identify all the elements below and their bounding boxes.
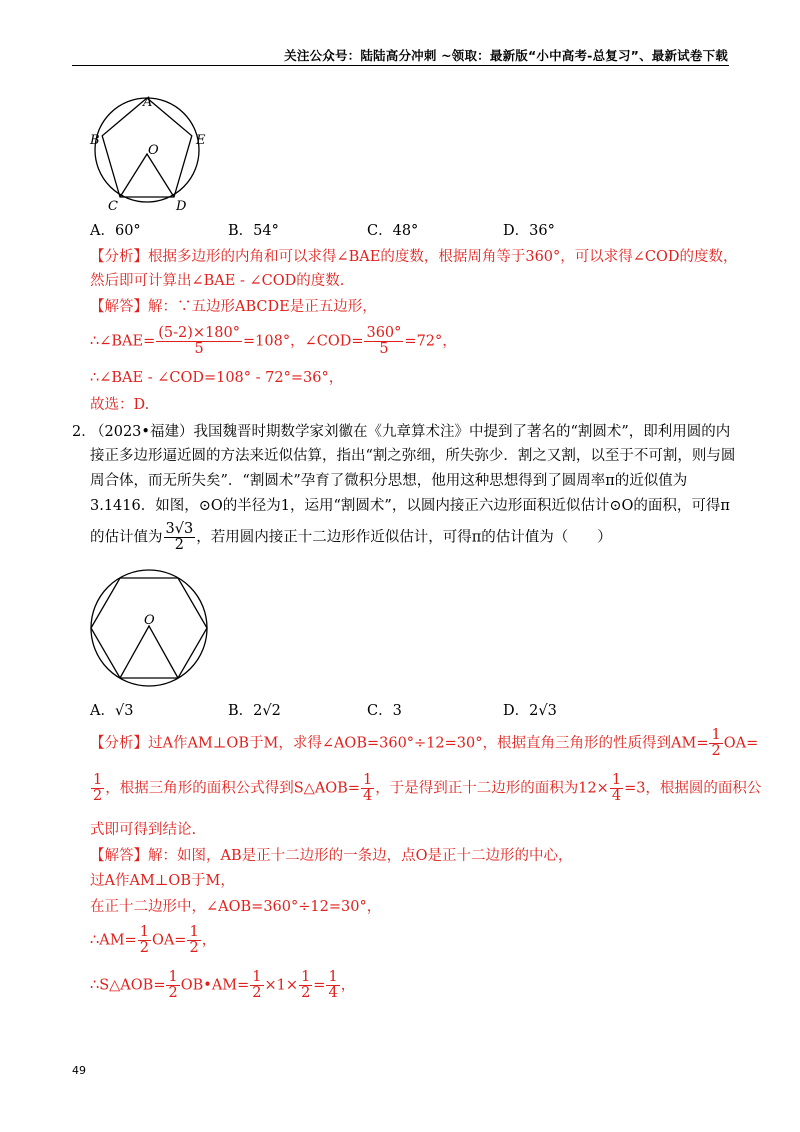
page-header: 关注公众号：陆陆高分冲刺 ~领取：最新版“小中高考-总复习”、最新试卷下载: [284, 48, 728, 63]
label-E: E: [196, 133, 206, 148]
q2-solution-line2: 过A作AM⊥OB于M，: [90, 873, 235, 889]
q2-stem-2: 接正多边形逼近圆的方法来近似估算，指出“割之弥细，所失弥少．割之又割，以至于不可割，则与圆: [90, 448, 736, 464]
q2-stem-5: 的估计值为 $\frac{3√3}{2}$ ，若用圆内接正十二边形作近似估计，可得π的估计值为（ ）: [90, 521, 612, 554]
q2-solution-line3: 在正十二边形中，∠AOB=360°÷12=30°，: [90, 899, 382, 915]
label-D: D: [176, 199, 187, 212]
q2-fraction-estimate: $\frac{3√3}{2}$: [165, 521, 194, 554]
q1-analysis-line1: 【分析】根据多边形的内角和可以求得∠BAE的度数，根据周角等于360°，可以求得∠COD的度数，: [90, 249, 738, 265]
label-C: C: [108, 199, 118, 212]
triangle-aob: [120, 626, 178, 678]
page-number: 49: [72, 1064, 86, 1077]
label-O: O: [144, 613, 155, 628]
q1-option-c: C．48°: [367, 223, 419, 239]
label-A: A: [143, 95, 153, 110]
hexagon-outline: [91, 578, 207, 678]
q2-option-a: A．√3: [90, 703, 134, 719]
pentagon-outline: [102, 98, 192, 197]
q1-option-d: D．36°: [503, 223, 555, 239]
q1-choice: 故选：D.: [90, 397, 150, 413]
q2-analysis-line3: 式即可得到结论.: [90, 822, 197, 838]
q1-analysis-line2: 然后即可计算出∠BAE - ∠COD的度数.: [90, 273, 345, 289]
q2-option-c: C．3: [367, 703, 402, 719]
pentagon-figure: [85, 92, 215, 212]
q1-fraction-cod: $\frac{360^\circ}{5}$: [366, 325, 402, 358]
circle-outline: [91, 570, 207, 686]
q1-equation-2: ∴∠BAE - ∠COD=108° - 72°=36°，: [90, 370, 344, 386]
q2-solution-line5: ∴S△AOB= $\frac{1}{2}$ OB•AM= $\frac{1}{2}$ ×1× $\frac{1}{2}$ = $\frac{1}{4}$ ，: [90, 969, 356, 1002]
q1-fraction-bae: $\frac{(5-2)\times 180^\circ}{5}$: [158, 325, 240, 358]
label-O: O: [148, 143, 159, 158]
header-rule: [72, 65, 729, 66]
label-B: B: [90, 133, 100, 148]
q1-option-a: A．60°: [90, 223, 141, 239]
q1-solution-line1: 【解答】解：∵五边形ABCDE是正五边形，: [90, 299, 377, 315]
circle-outline: [95, 98, 199, 202]
q2-analysis-line1: 【分析】过A作AM⊥OB于M，求得∠AOB=360°÷12=30°，根据直角三角形的性质得到AM= $\frac{1}{2}$ OA=: [90, 727, 759, 760]
q2-number: 2．: [72, 424, 96, 440]
triangle-cod: [120, 154, 174, 197]
q2-option-d: D．2√3: [503, 703, 557, 719]
q2-solution-line4: ∴AM= $\frac{1}{2}$ OA= $\frac{1}{2}$ ，: [90, 924, 217, 957]
q2-stem-4: 3.1416．如图，⊙O的半径为1，运用“割圆术”，以圆内接正六边形面积近似估计⊙O的面积，可得π: [90, 498, 730, 514]
q2-solution-line1: 【解答】解：如图，AB是正十二边形的一条边，点O是正十二边形的中心，: [90, 848, 573, 864]
q2-option-b: B．2√2: [228, 703, 281, 719]
q1-equation-1: ∴∠BAE= $\frac{(5-2)\times 180^\circ}{5}$ =108°，∠COD= $\frac{360^\circ}{5}$ =72°，: [90, 325, 457, 358]
q2-stem-1: （2023•福建）我国魏晋时期数学家刘徽在《九章算术注》中提到了著名的“割圆术”，即利用圆的内: [90, 424, 731, 440]
hexagon-figure: [88, 568, 213, 688]
q1-option-b: B．54°: [228, 223, 279, 239]
q2-analysis-line2: $\frac{1}{2}$ ，根据三角形的面积公式得到S△AOB= $\frac{1}{4}$ ，于是得到正十二边形的面积为12× $\frac{1}{4}$ =3，根据圆的面积公: [93, 772, 762, 805]
q2-stem-3: 周合体，而无所失矣”．“割圆术”孕育了微积分思想，他用这种思想得到了圆周率π的近似值为: [90, 473, 688, 489]
